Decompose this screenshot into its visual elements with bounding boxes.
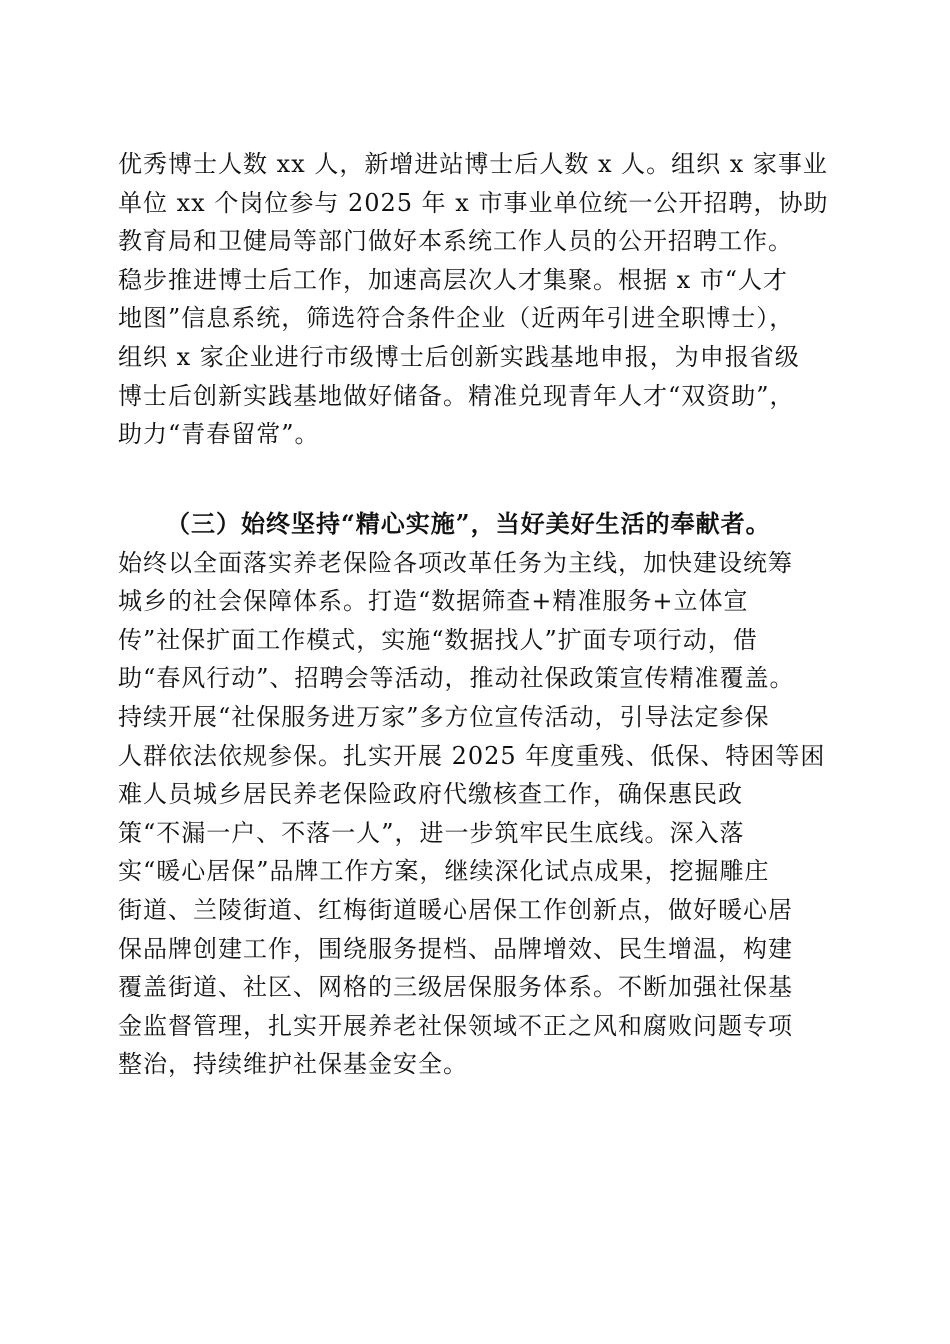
paragraph-line: 教育局和卫健局等部门做好本系统工作人员的公开招聘工作。 (118, 227, 793, 256)
paragraph-line: 博士后创新实践基地做好储备。精准兑现青年人才“双资助”， (118, 381, 795, 410)
paragraph-line: 助“春风行动”、招聘会等活动，推动社保政策宣传精准覆盖。 (118, 664, 795, 693)
paragraph-line: 传”社保扩面工作模式，实施“数据找人”扩面专项行动，借 (118, 625, 758, 654)
section-3-heading: （三）始终坚持“精心实施”，当好美好生活的奉献者。 (166, 509, 771, 538)
paragraph-line: 单位 xx 个岗位参与 2025 年 x 市事业单位统一公开招聘，协助 (118, 188, 829, 217)
paragraph-line: 保品牌创建工作，围绕服务提档、品牌增效、民生增温，构建 (118, 934, 793, 963)
previous-section-body (118, 145, 840, 454)
paragraph-line: 助力“青春留常”。 (118, 420, 320, 449)
paragraph-line: 策“不漏一户、不落一人”，进一步筑牢民生底线。深入落 (118, 818, 745, 847)
paragraph-line: 组织 x 家企业进行市级博士后创新实践基地申报，为申报省级 (118, 342, 800, 371)
paragraph-line: 持续开展“社保服务进万家”多方位宣传活动，引导法定参保 (118, 702, 770, 731)
paragraph-line: 金监督管理，扎实开展养老社保领域不正之风和腐败问题专项 (118, 1011, 793, 1040)
paragraph-line: 地图”信息系统，筛选符合条件企业（近两年引进全职博士）， (118, 304, 795, 333)
paragraph-line: 人群依法依规参保。扎实开展 2025 年度重残、低保、特困等困 (118, 741, 826, 770)
paragraph-line: 始终以全面落实养老保险各项改革任务为主线，加快建设统筹 (118, 548, 793, 577)
paragraph-line: 难人员城乡居民养老保险政府代缴核查工作，确保惠民政 (118, 780, 743, 809)
paragraph-line: 实“暖心居保”品牌工作方案，继续深化试点成果，挖掘雕庄 (118, 857, 770, 886)
paragraph-line: 优秀博士人数 xx 人，新增进站博士后人数 x 人。组织 x 家事业 (118, 150, 828, 178)
section-3-body (118, 505, 840, 1084)
paragraph-line: 街道、兰陵街道、红梅街道暖心居保工作创新点，做好暖心居 (118, 895, 793, 924)
paragraph-line: 稳步推进博士后工作，加速高层次人才集聚。根据 x 市“人才 (118, 265, 789, 294)
paragraph-line: 整治，持续维护社保基金安全。 (118, 1050, 468, 1079)
paragraph-line: 城乡的社会保障体系。打造“数据筛查+精准服务+立体宣 (118, 587, 749, 616)
paragraph-line: 覆盖街道、社区、网格的三级居保服务体系。不断加强社保基 (118, 973, 793, 1002)
